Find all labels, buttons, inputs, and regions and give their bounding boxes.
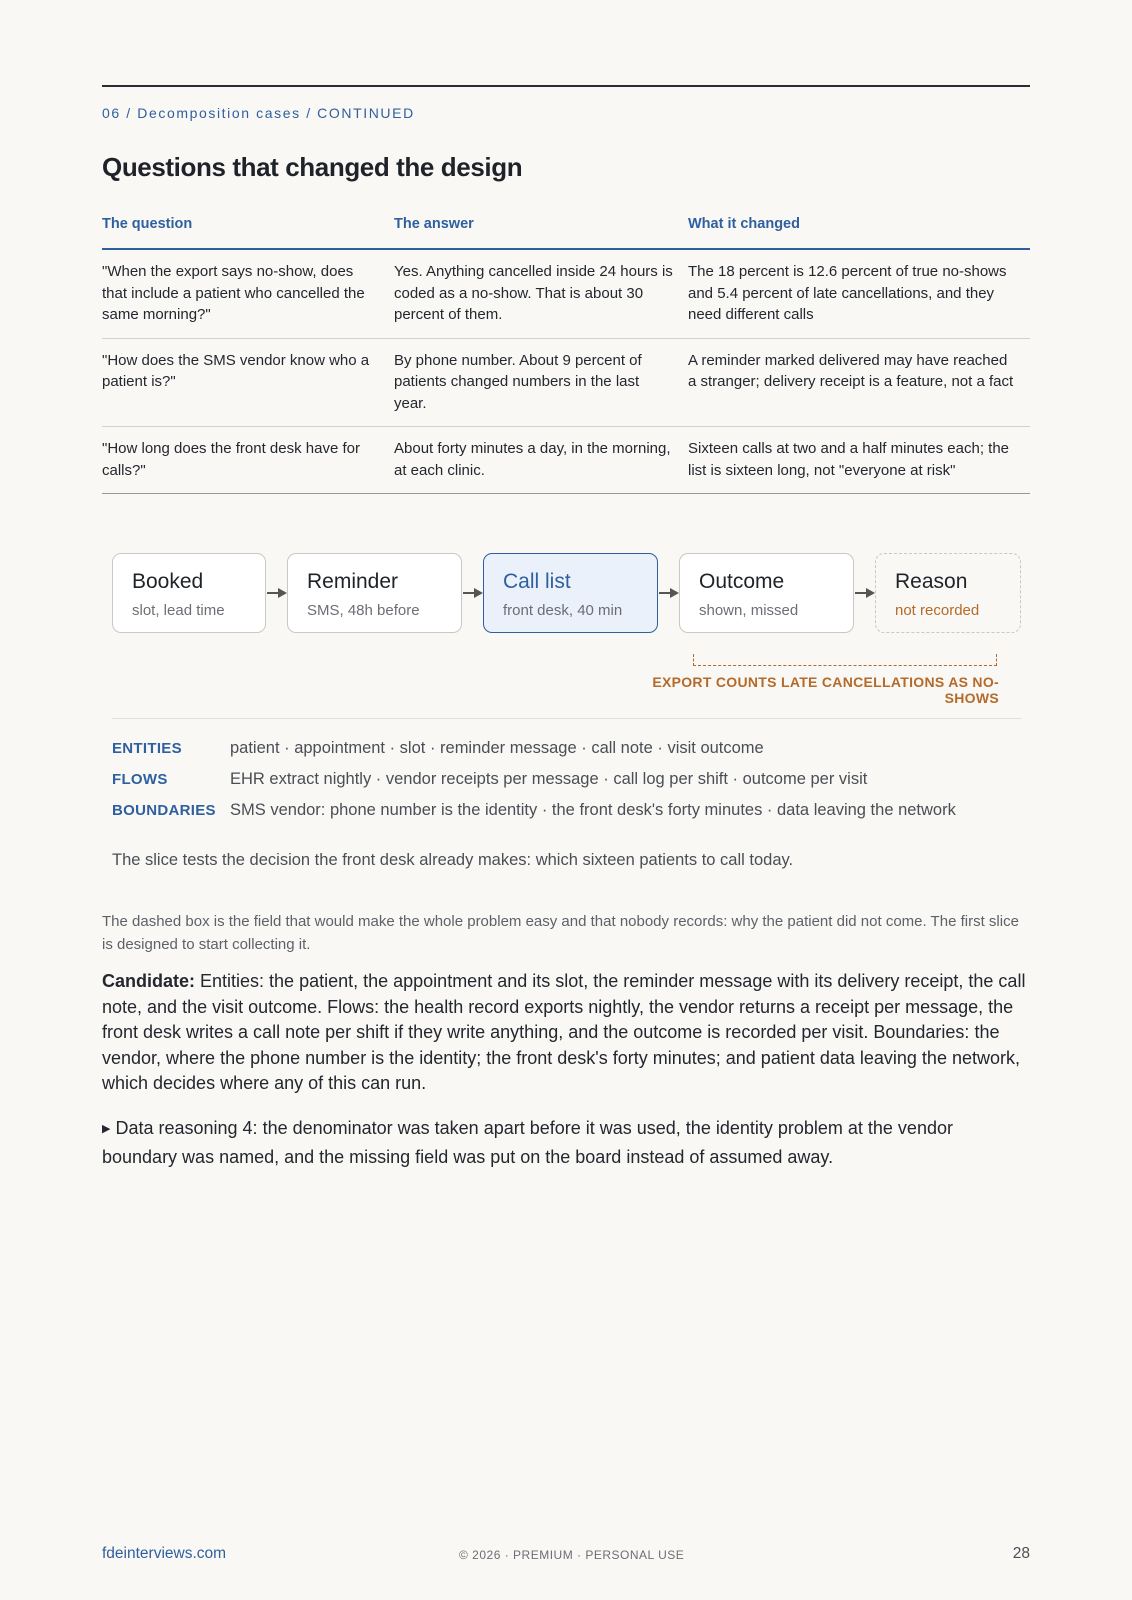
stage-subtitle: front desk, 40 min xyxy=(503,602,623,619)
stage-title: Reminder xyxy=(307,570,399,593)
stage-title: Call list xyxy=(503,570,571,593)
reasoning-note xyxy=(102,1116,1030,1170)
question-cell: "How long does the front desk have for calls?" xyxy=(102,440,360,479)
stage-reason xyxy=(875,553,1021,633)
arrow-right-icon xyxy=(267,586,287,600)
answer-cell: Yes. Anything cancelled inside 24 hours is coded as a no-show. That is about 30 percent of them. xyxy=(394,263,673,323)
candidate-answer xyxy=(102,969,1030,1097)
diagram-caption: The dashed box is the field that would make the whole problem easy and that nobody records: why the patient did not come. The first slice is designed to start collecting it. xyxy=(102,913,1019,953)
definitions-list xyxy=(112,739,1030,832)
reasoning-text: Data reasoning 4: the denominator was taken apart before it was used, the identity problem at the vendor boundary was named, and the missing field was put on the board instead of assumed away. xyxy=(102,1118,953,1167)
stage-subtitle: SMS, 48h before xyxy=(307,602,420,619)
change-cell: A reminder marked delivered may have reached a stranger; delivery receipt is a feature, not a fact xyxy=(688,351,1014,390)
page-title: Questions that changed the design xyxy=(102,152,523,182)
top-rule xyxy=(102,85,1030,87)
pipeline-diagram xyxy=(112,553,1022,637)
change-cell: The 18 percent is 12.6 percent of true no-shows and 5.4 percent of late cancellations, and they need different calls xyxy=(688,263,1007,323)
table-header xyxy=(102,214,1030,250)
candidate-label: Candidate: xyxy=(102,971,196,991)
section-label: 06 / Decomposition cases / CONTINUED xyxy=(102,105,415,121)
stage-subtitle: shown, missed xyxy=(699,602,799,619)
table-row xyxy=(102,339,1030,428)
column-header-changed: What it changed xyxy=(688,216,800,232)
arrow-right-icon xyxy=(463,586,483,600)
page-number: 28 xyxy=(1012,1545,1030,1562)
candidate-text: Entities: the patient, the appointment and its slot, the reminder message with its delivery receipt, the call note, and the visit outcome. Flows: the health record exports nightly, the vendor returns a receipt per message, the front desk writes a call note per shift if they write anything, and the outcome is recorded per visit. Boundaries: the vendor, where the phone number is the identity; the front desk's forty minutes; and patient data leaving the network, which decides where any of this can run. xyxy=(102,971,1026,1093)
answer-cell: About forty minutes a day, in the morning, at each clinic. xyxy=(394,440,671,479)
definition-row-flows xyxy=(112,770,1030,801)
definition-key: FLOWS xyxy=(112,771,168,788)
column-header-question: The question xyxy=(102,216,193,232)
stage-call-list xyxy=(483,553,658,633)
answer-cell: By phone number. About 9 percent of patients changed numbers in the last year. xyxy=(394,351,642,412)
stage-title: Reason xyxy=(895,570,968,593)
export-note: EXPORT COUNTS LATE CANCELLATIONS AS NO-SHOWS xyxy=(652,674,999,706)
definition-row-entities xyxy=(112,739,1030,770)
footer-site-link[interactable]: fdeinterviews.com xyxy=(102,1545,227,1562)
footer-copyright: © 2026 · PREMIUM · PERSONAL USE xyxy=(459,1548,685,1562)
stage-outcome xyxy=(679,553,854,633)
stage-booked xyxy=(112,553,266,633)
definition-key: ENTITIES xyxy=(112,740,182,757)
definition-value: SMS vendor: phone number is the identity · the front desk's forty minutes · data leaving the network xyxy=(230,801,956,819)
definition-value: EHR extract nightly · vendor receipts per message · call log per shift · outcome per visit xyxy=(230,770,868,788)
divider xyxy=(112,718,1022,719)
export-bracket xyxy=(693,654,997,666)
column-header-answer: The answer xyxy=(394,216,474,232)
definition-key: BOUNDARIES xyxy=(112,802,216,819)
definition-value: patient · appointment · slot · reminder message · call note · visit outcome xyxy=(230,739,764,757)
definition-row-boundaries xyxy=(112,801,1030,832)
stage-subtitle: slot, lead time xyxy=(132,602,225,619)
footer xyxy=(102,1545,1030,1569)
table-row xyxy=(102,250,1030,339)
arrow-right-icon xyxy=(855,586,875,600)
questions-table xyxy=(102,214,1030,494)
page xyxy=(102,0,1030,1600)
arrow-right-icon xyxy=(659,586,679,600)
question-cell: "When the export says no-show, does that include a patient who cancelled the same morning?" xyxy=(102,263,365,323)
stage-title: Outcome xyxy=(699,570,785,593)
stage-reminder xyxy=(287,553,462,633)
stage-subtitle: not recorded xyxy=(895,602,980,619)
change-cell: Sixteen calls at two and a half minutes each; the list is sixteen long, not "everyone at risk" xyxy=(688,440,1010,479)
table-row xyxy=(102,427,1030,494)
stage-title: Booked xyxy=(132,570,204,593)
triangle-right-icon: ▶ xyxy=(102,1123,111,1135)
slice-note: The slice tests the decision the front desk already makes: which sixteen patients to call today. xyxy=(112,851,794,869)
question-cell: "How does the SMS vendor know who a patient is?" xyxy=(102,351,370,390)
